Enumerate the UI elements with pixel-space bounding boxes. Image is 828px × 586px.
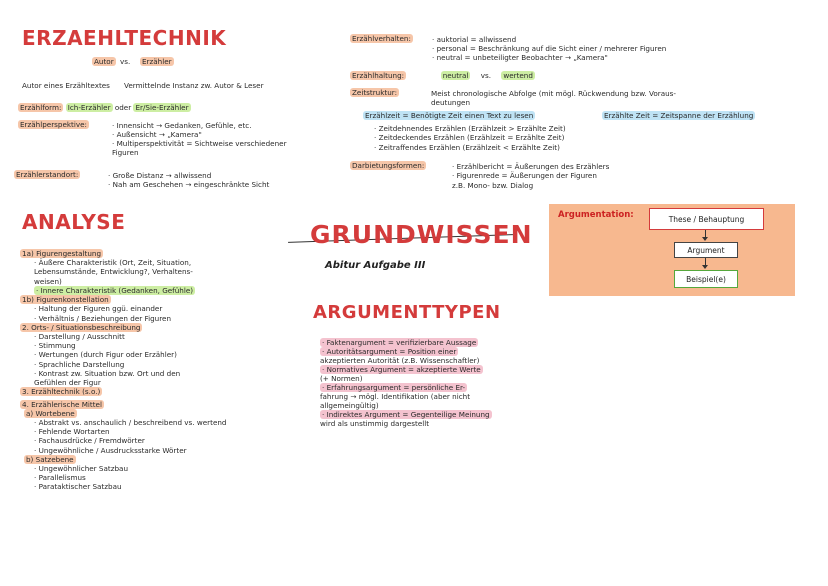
list-item: weisen) <box>34 276 62 286</box>
analyse-title: ANALYSE <box>22 210 126 234</box>
list-item: b) Satzebene <box>26 454 74 464</box>
list-item: Gefühlen der Figur <box>34 378 101 388</box>
autor-desc: Autor eines Erzähltextes <box>22 81 110 90</box>
list-item: · Normatives Argument = akzeptierte Werte <box>322 365 481 374</box>
list-item: · Darstellung / Ausschnitt <box>34 331 125 341</box>
verhalten-label: Erzählverhalten: <box>352 34 411 43</box>
list-item: · Erfahrungsargument = persönliche Er- <box>322 383 466 392</box>
list-item: · Multiperspektivität = Sichtweise verschiedener <box>112 139 287 148</box>
argument-box: Argument <box>674 242 738 258</box>
list-item: · Nah am Geschehen → eingeschränkte Sicht <box>108 180 270 189</box>
verhalten-list <box>432 35 666 62</box>
list-item: allgemeingültig) <box>320 401 379 410</box>
list-item: · Haltung der Figuren ggü. einander <box>34 304 163 314</box>
list-item: · Sprachliche Darstellung <box>34 359 125 369</box>
list-item: · Innensicht → Gedanken, Gefühle, etc. <box>112 121 252 130</box>
grundwissen-title: GRUNDWISSEN <box>310 220 533 249</box>
darbietung-list <box>452 162 609 190</box>
list-item: · Zeitdeckendes Erzählen (Erzählzeit = Erzählte Zeit) <box>374 133 565 143</box>
list-item: · Fehlende Wortarten <box>34 427 110 437</box>
list-item: 2. Orts- / Situationsbeschreibung <box>22 322 141 332</box>
grundwissen-subtitle: Abitur Aufgabe III <box>325 260 426 271</box>
list-item: 3. Erzähltechnik (s.o.) <box>22 387 101 397</box>
list-item: · Parallelismus <box>34 473 86 483</box>
standort-label: Erzählerstandort: <box>16 170 79 179</box>
list-item: · Ungewöhnliche / Ausdrucksstarke Wörter <box>34 445 187 455</box>
zeit-text: Meist chronologische Abfolge (mit mögl. Rückwendung bzw. Voraus- deutungen <box>431 89 676 107</box>
arrow-down-icon <box>702 265 708 269</box>
list-item: wird als unstimmig dargestellt <box>320 419 430 428</box>
list-item: · Fachausdrücke / Fremdwörter <box>34 436 145 446</box>
list-item: (+ Normen) <box>320 374 363 383</box>
erzaehler-desc: Vermittelnde Instanz zw. Autor & Leser <box>124 81 264 90</box>
argtypen-title: ARGUMENTTYPEN <box>313 302 501 323</box>
list-item: · Autoritätsargument = Position einer <box>322 347 457 356</box>
list-item: · Zeitdehnendes Erzählen (Erzählzeit > Erzählte Zeit) <box>374 124 566 133</box>
haltung-row: Erzählhaltung: neutral vs. wertend <box>352 71 533 80</box>
vs-label: vs. <box>120 57 131 66</box>
arrow-down-icon <box>702 237 708 241</box>
list-item: · Große Distanz → allwissend <box>108 171 212 180</box>
list-item: z.B. Mono- bzw. Dialog <box>452 180 534 190</box>
standort-list <box>108 171 269 189</box>
argtypen-list <box>320 338 492 428</box>
analyse-list <box>20 249 227 492</box>
list-item: · Parataktischer Satzbau <box>34 482 122 492</box>
erzaehlform-row: Erzählform: Ich-Erzähler oder Er/Sie-Erzähler <box>20 103 189 112</box>
perspektive-label: Erzählperspektive: <box>20 120 87 129</box>
list-item: akzeptierten Autorität (z.B. Wissenschaftler) <box>320 356 480 365</box>
list-item: · personal = Beschränkung auf die Sicht einer / mehrerer Figuren <box>432 44 667 53</box>
list-item: · Zeitraffendes Erzählen (Erzählzeit < Erzählte Zeit) <box>374 142 560 152</box>
erzaehler-label: Erzähler <box>142 57 172 66</box>
these-box: These / Behauptung <box>649 208 764 230</box>
list-item: · Außensicht → „Kamera" <box>112 130 202 139</box>
darbietung-label: Darbietungsformen: <box>352 161 425 170</box>
list-item: · Kontrast zw. Situation bzw. Ort und den <box>34 368 181 378</box>
list-item: · Abstrakt vs. anschaulich / beschreibend vs. wertend <box>34 417 227 427</box>
list-item: · Verhältnis / Beziehungen der Figuren <box>34 313 171 323</box>
list-item: · Stimmung <box>34 341 76 351</box>
list-item: 4. Erzählerische Mittel <box>22 399 102 409</box>
zeit-items <box>374 124 566 152</box>
list-item: Figuren <box>112 148 139 157</box>
list-item: 1a) Figurengestaltung <box>22 249 102 258</box>
zeit-label: Zeitstruktur: <box>352 88 398 97</box>
list-item: a) Wortebene <box>26 408 75 418</box>
list-item: · Innere Charakteristik (Gedanken, Gefühle) <box>36 285 194 295</box>
beispiel-box: Beispiel(e) <box>674 270 738 288</box>
autor-label: Autor <box>94 57 114 66</box>
list-item: · Erzählbericht = Äußerungen des Erzählers <box>452 162 610 171</box>
list-item: · auktorial = allwissend <box>432 35 517 44</box>
list-item: · Faktenargument = verifizierbare Aussage <box>322 338 477 347</box>
list-item: · Äußere Charakteristik (Ort, Zeit, Situation, <box>34 258 192 268</box>
erzaehlzeit: Erzählzeit = Benötigte Zeit einen Text zu lesen <box>365 111 534 120</box>
list-item: · Wertungen (durch Figur oder Erzähler) <box>34 350 177 360</box>
list-item: · Indirektes Argument = Gegenteilige Meinung <box>322 410 490 419</box>
list-item: · neutral = unbeteiligter Beobachter → „Kamera" <box>432 53 608 62</box>
list-item: · Ungewöhnlicher Satzbau <box>34 464 128 474</box>
perspektive-list <box>112 121 287 157</box>
list-item: 1b) Figurenkonstellation <box>22 295 109 305</box>
erzaehltechnik-title: ERZAEHLTECHNIK <box>22 26 227 50</box>
erzaehlte-zeit: Erzählte Zeit = Zeitspanne der Erzählung <box>604 111 754 120</box>
list-item: Lebensumstände, Entwicklung?, Verhaltens- <box>34 267 193 277</box>
argumentation-label: Argumentation: <box>558 210 634 220</box>
list-item: · Figurenrede = Äußerungen der Figuren <box>452 171 597 181</box>
list-item: fahrung → mögl. Identifikation (aber nicht <box>320 392 471 401</box>
